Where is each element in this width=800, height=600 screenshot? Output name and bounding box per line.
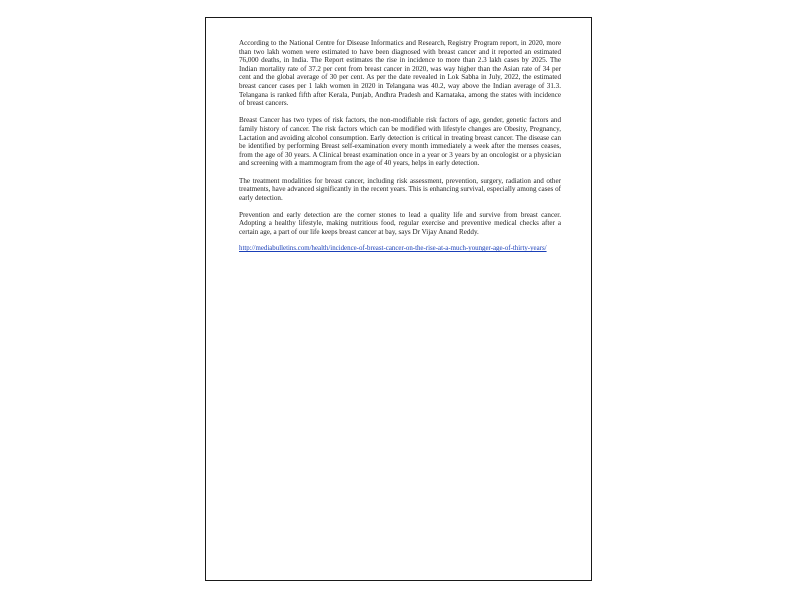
paragraph-1: According to the National Centre for Disease Informatics and Research, Registry Program report, in 2020, more than two lakh women were estimated to have been diagnosed with breast cancer and it reported an estimated 76,000 deaths, in India. The Report estimates the rise in incidence to more than 2.3 lakh cases by 2025. The Indian mortality rate of 37.2 per cent from breast cancer in 2020, was way higher than the Asian rate of 34 per cent and the global average of 30 per cent. As per the date revealed in Lok Sabha in July, 2022, the estimated breast cancer cases per 1 lakh women in 2020 in Telangana was 40.2, way above the Indian average of 31.3. Telangana is ranked fifth after Kerala, Punjab, Andhra Pradesh and Karnataka, among the states with incidence of breast cancers. <box>239 39 561 108</box>
paragraph-2: Breast Cancer has two types of risk factors, the non-modifiable risk factors of age, gender, genetic factors and family history of cancer. The risk factors which can be modified with lifestyle changes are Obesity, Pregnancy, Lactation and avoiding alcohol consumption. Early detection is critical in treating breast cancer. The disease can be identified by performing Breast self-examination every month immediately a week after the menses ceases, from the age of 30 years. A Clinical breast examination once in a year or 3 years by an oncologist or a physician and screening with a mammogram from the age of 40 years, helps in early detection. <box>239 116 561 168</box>
document-body <box>239 39 561 254</box>
document-page <box>205 17 592 581</box>
paragraph-4: Prevention and early detection are the corner stones to lead a quality life and survive from breast cancer. Adopting a healthy lifestyle, making nutritious food, regular exercise and preventive medical checks after a certain age, a part of our life keeps breast cancer at bay, says Dr Vijay Anand Reddy. <box>239 210 561 237</box>
paragraph-3: The treatment modalities for breast cancer, including risk assessment, prevention, surgery, radiation and other treatments, have advanced significantly in the recent years. This is enhancing survival, especially among cases of early detection. <box>239 176 561 202</box>
source-link[interactable]: http://mediabulletins.com/health/incidence-of-breast-cancer-on-the-rise-at-a-much-younger-age-of-thirty-years/ <box>239 245 547 253</box>
